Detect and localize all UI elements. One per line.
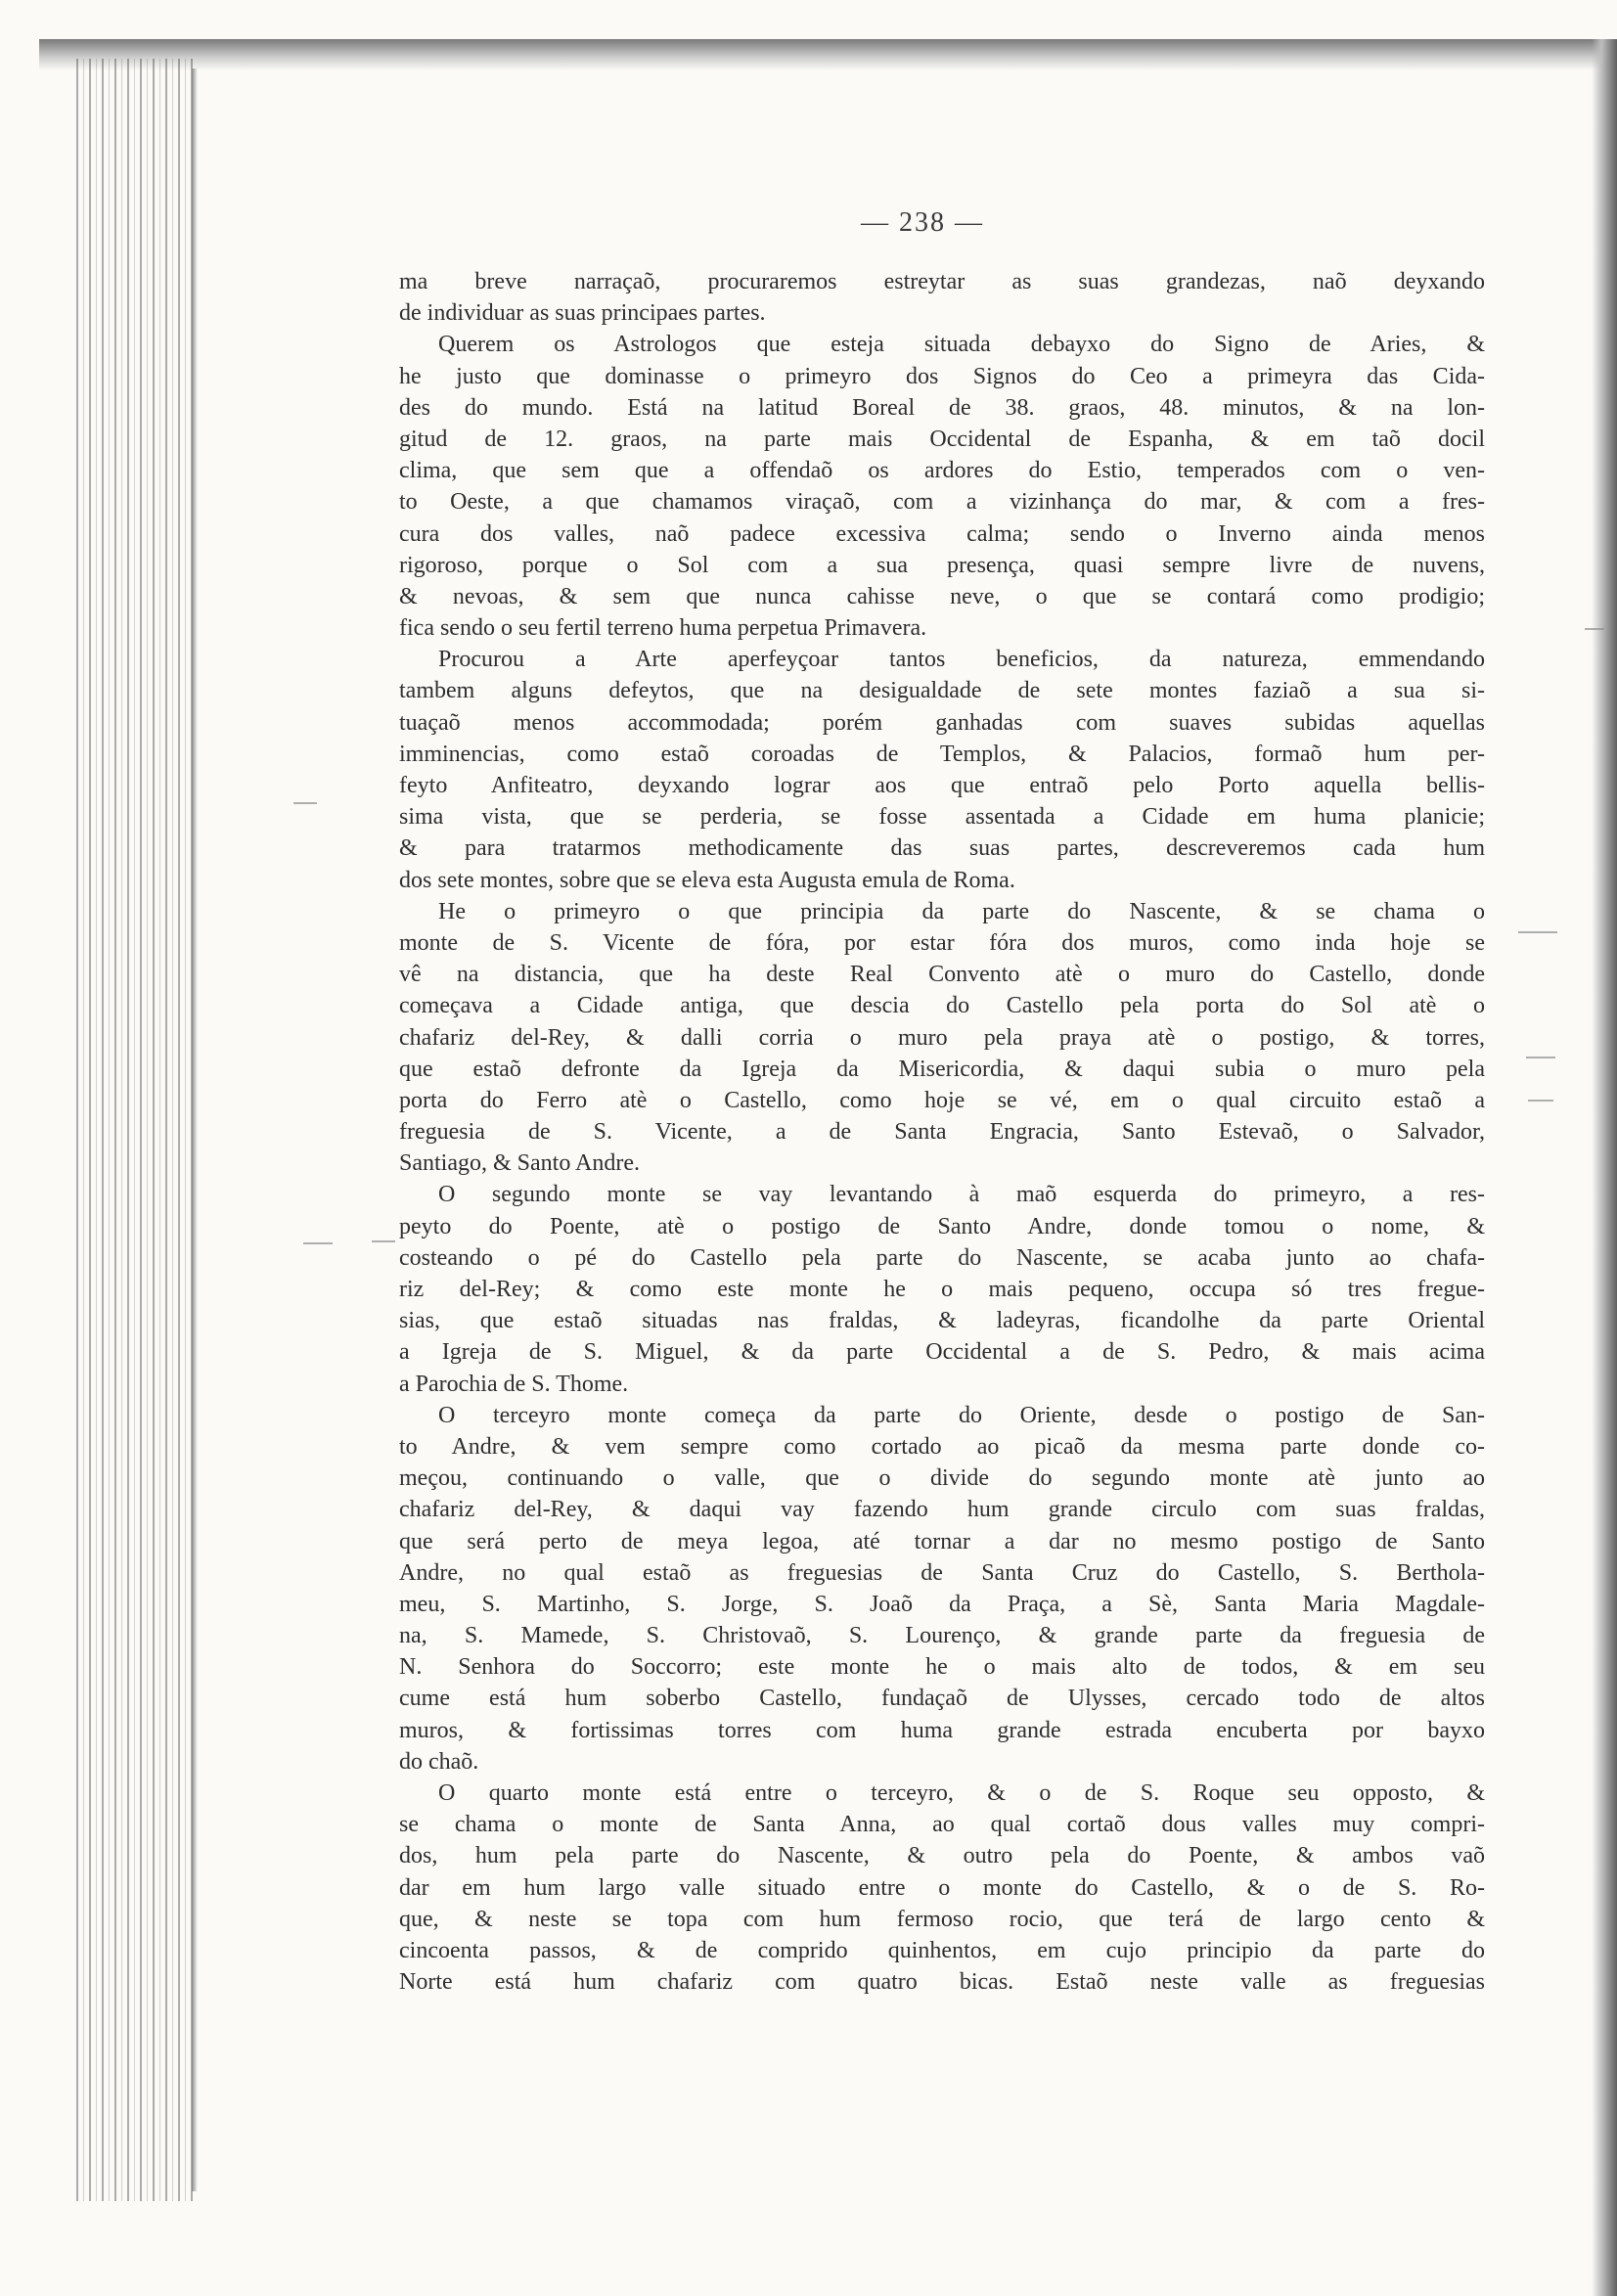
top-edge-shadow [39,39,1617,70]
text-line: He o primeyro o que principia da parte do Nascente, & se chama o [438,898,1485,924]
book-binding-edge [76,59,196,2201]
text-line: porta do Ferro atè o Castello, como hoje se vé, em o qual circuito estaõ a [399,1087,1485,1113]
page-number: — 238 — [861,207,984,238]
text-line: costeando o pé do Castello pela parte do Nascente, se acaba junto ao chafa- [399,1244,1485,1271]
text-line: rigoroso, porque o Sol com a sua presença, quasi sempre livre de nuvens, [399,552,1485,578]
text-line: se chama o monte de Santa Anna, ao qual cortaõ dous valles muy compri- [399,1812,1485,1838]
text-line: tuaçaõ menos accommodada; porém ganhadas com suaves subidas aquellas [399,709,1485,736]
text-line: Norte está hum chafariz com quatro bicas. Estaõ neste valle as freguesias [399,1969,1485,1996]
text-line: O quarto monte está entre o terceyro, & o de S. Roque seu opposto, & [438,1780,1485,1806]
text-line: muros, & fortissimas torres com huma grande estrada encuberta por bayxo [399,1717,1485,1743]
margin-mark [1528,1100,1553,1102]
text-line: clima, que sem que a offendaõ os ardores do Estio, temperados com o ven- [399,458,1485,484]
text-line: dar em hum largo valle situado entre o monte do Castello, & o de S. Ro- [399,1874,1485,1901]
text-line: dos, hum pela parte do Nascente, & outro pela do Poente, & ambos vaõ [399,1843,1485,1869]
text-line: O segundo monte se vay levantando à maõ esquerda do primeyro, a res- [438,1182,1485,1208]
text-line: O terceyro monte começa da parte do Oriente, desde o postigo de San- [438,1402,1485,1428]
text-line: chafariz del-Rey, & daqui vay fazendo hum grande circulo com suas fraldas, [399,1497,1485,1523]
text-line: des do mundo. Está na latitud Boreal de 38. graos, 48. minutos, & na lon- [399,394,1485,421]
text-line: tambem alguns defeytos, que na desigualdade de sete montes faziaõ a sua si- [399,678,1485,704]
text-line: Andre, no qual estaõ as freguesias de Santa Cruz do Castello, S. Berthola- [399,1559,1485,1586]
text-line: monte de S. Vicente de fóra, por estar fóra dos muros, como inda hoje se [399,929,1485,956]
margin-mark [293,802,317,804]
text-line: Querem os Astrologos que esteja situada debayxo do Signo de Aries, & [438,332,1485,358]
text-line: to Oeste, a que chamamos viraçaõ, com a vizinhança do mar, & com a fres- [399,489,1485,516]
text-line: chafariz del-Rey, & dalli corria o muro pela praya atè o postigo, & torres, [399,1024,1485,1051]
text-line: meçou, continuando o valle, que o divide do segundo monte atè junto ao [399,1465,1485,1492]
text-line: cura dos valles, naõ padece excessiva calma; sendo o Inverno ainda menos [399,520,1485,547]
text-line: que, & neste se topa com hum fermoso rocio, que terá de largo cento & [399,1906,1485,1932]
text-line: feyto Anfiteatro, deyxando lograr aos que entraõ pelo Porto aquella bellis- [399,773,1485,798]
margin-mark [303,1242,333,1244]
text-line: Procurou a Arte aperfeyçoar tantos beneficios, da natureza, emmendando [438,647,1485,673]
text-line: cincoenta passos, & de comprido quinhentos, em cujo principio da parte do [399,1937,1485,1963]
text-line: & para tratarmos methodicamente das suas partes, descreveremos cada hum [399,835,1485,862]
margin-mark [1518,931,1557,933]
text-line: a Parochia de S. Thome. [399,1371,629,1397]
text-line: na, S. Mamede, S. Christovaõ, S. Lourenço, & grande parte da freguesia de [399,1623,1485,1649]
text-line: do chaõ. [399,1748,479,1775]
text-line: gitud de 12. graos, na parte mais Occidental de Espanha, & em taõ docil [399,426,1485,452]
text-line: freguesia de S. Vicente, a de Santa Engracia, Santo Estevaõ, o Salvador, [399,1119,1485,1146]
text-line: começava a Cidade antiga, que descia do Castello pela porta do Sol atè o [399,993,1485,1019]
text-line: peyto do Poente, atè o postigo de Santo Andre, donde tomou o nome, & [399,1213,1485,1239]
text-line: sias, que estaõ situadas nas fraldas, & ladeyras, ficandolhe da parte Oriental [399,1308,1485,1334]
text-line: cume está hum soberbo Castello, fundaçaõ de Ulysses, cercado todo de altos [399,1686,1485,1712]
text-line: he justo que dominasse o primeyro dos Signos do Ceo a primeyra das Cida- [399,363,1485,389]
text-line: a Igreja de S. Miguel, & da parte Occidental a de S. Pedro, & mais acima [399,1339,1485,1366]
gutter-shadow [192,68,198,2191]
text-line: dos sete montes, sobre que se eleva esta Augusta emula de Roma. [399,867,1015,893]
text-line: to Andre, & vem sempre como cortado ao picaõ da mesma parte donde co- [399,1433,1485,1460]
text-line: & nevoas, & sem que nunca cahisse neve, o que se contará como prodigio; [399,583,1485,609]
body-text [399,266,1485,1998]
text-line: imminencias, como estaõ coroadas de Templos, & Palacios, formaõ hum per- [399,741,1485,767]
text-line: riz del-Rey; & como este monte he o mais pequeno, occupa só tres fregue- [399,1277,1485,1302]
text-line: que estaõ defronte da Igreja da Misericordia, & daqui subia o muro pela [399,1056,1485,1082]
text-line: fica sendo o seu fertil terreno huma perpetua Primavera. [399,615,927,642]
text-line: sima vista, que se perderia, se fosse assentada a Cidade em huma planicie; [399,804,1485,831]
text-line: Santiago, & Santo Andre. [399,1150,640,1177]
margin-mark [1526,1057,1555,1058]
right-edge-shadow [1592,39,1617,2296]
text-line: N. Senhora do Soccorro; este monte he o mais alto de todos, & em seu [399,1654,1485,1681]
text-line: de individuar as suas principaes partes. [399,300,766,327]
margin-mark [1585,628,1604,630]
text-line: que será perto de meya legoa, até tornar a dar no mesmo postigo de Santo [399,1528,1485,1554]
text-line: vê na distancia, que ha deste Real Convento atè o muro do Castello, donde [399,962,1485,988]
text-line: ma breve narraçaõ, procuraremos estreytar as suas grandezas, naõ deyxando [399,269,1485,294]
margin-mark [372,1240,395,1242]
text-line: meu, S. Martinho, S. Jorge, S. Joaõ da Praça, a Sè, Santa Maria Magdale- [399,1591,1485,1617]
